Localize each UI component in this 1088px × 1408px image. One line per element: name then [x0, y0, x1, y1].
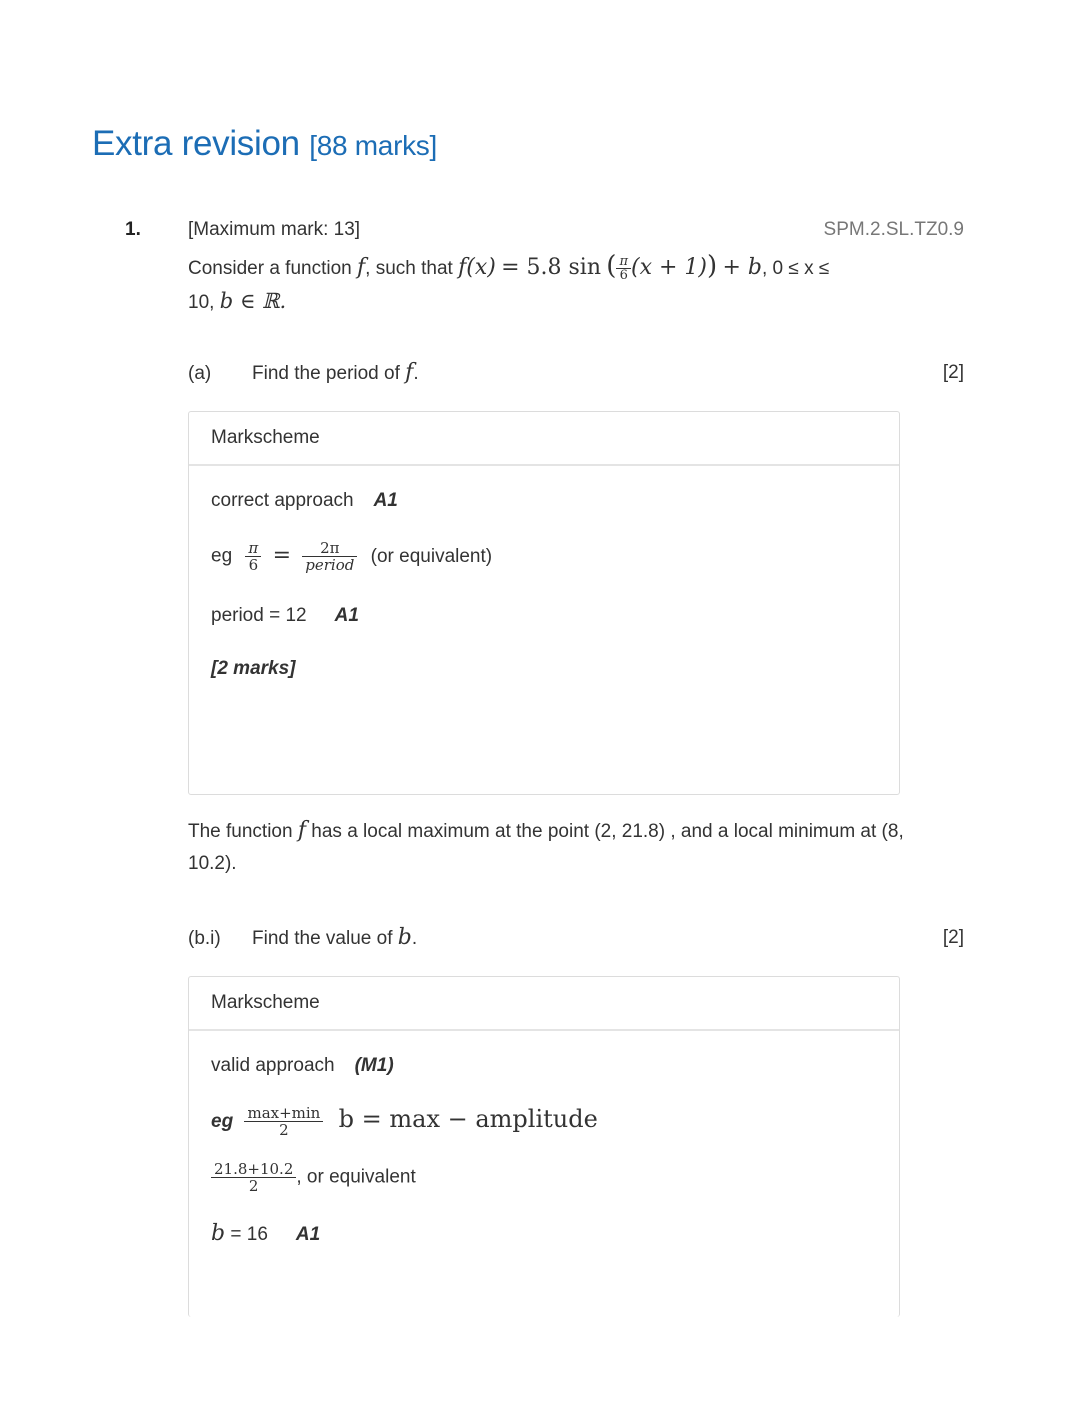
ms-a-line2: eg $\frac{\pi}{6}$ = $\frac{2\pi}{\text{period}}$ (or equivalent)	[211, 539, 493, 574]
ms-a-total: [2 marks]	[211, 658, 296, 679]
max-mark: [Maximum mark: 13]	[188, 219, 361, 240]
part-a-question: (a) Find the period of f.	[188, 360, 419, 385]
part-bi-question: (b.i) Find the value of b.	[188, 925, 418, 950]
ms-bi-line3: $\frac{21.8+10.2}{2}$ , or equivalent	[211, 1161, 416, 1194]
markscheme-a	[188, 411, 900, 795]
para-var-f: f	[297, 818, 307, 843]
ms-bi-line2: eg $\frac{\max+\min}{2}$ b = max − amplitude	[211, 1104, 598, 1140]
page-title	[92, 124, 437, 164]
title-marks: [88 marks]	[309, 130, 437, 161]
question-code: SPM.2.SL.TZ0.9	[823, 219, 964, 240]
info-paragraph: The function f has a local maximum at the point (2, 21.8) , and a local minimum at (8, 10.2).	[188, 818, 904, 874]
part-bi-text: Find the value of	[252, 928, 393, 949]
stem-fx: f(x)	[458, 255, 496, 280]
ms-bi-formula: b = max − amplitude	[338, 1105, 598, 1133]
title-text: Extra revision	[92, 124, 300, 163]
stem-plus-b: + b	[722, 255, 762, 280]
stem-eq: = 5.8 sin	[501, 255, 602, 280]
ms-bi-mark1: (M1)	[354, 1055, 394, 1076]
stem-text-2: , such that	[365, 258, 453, 279]
stem-var-f: f	[357, 255, 366, 280]
ms-a-mark1: A1	[373, 490, 398, 511]
question-number: 1.	[125, 219, 141, 240]
ms-a-line3: period = 12 A1	[211, 605, 359, 626]
ms-bi-line1: valid approach (M1)	[211, 1055, 394, 1076]
part-bi-marks: [2]	[942, 927, 964, 948]
stem-text: Consider a function	[188, 258, 352, 279]
stem-line2: 10,	[188, 292, 215, 313]
part-bi-var: b	[397, 925, 412, 950]
stem-arg: (x + 1)	[631, 255, 707, 280]
part-a-var: f	[405, 360, 414, 385]
ms-bi-mark-answer: A1	[295, 1224, 321, 1245]
markscheme-bi	[188, 976, 900, 1317]
part-a-text: Find the period of	[252, 363, 400, 384]
ms-bi-frac2: $\frac{21.8+10.2}{2}$	[211, 1161, 296, 1194]
question-stem: Consider a function f, such that f(x) = 5.8 sin ( $\frac{\pi}{6}$ (x + 1)) + b, 0 ≤ x ≤ 10, b ∈ ℝ.	[188, 251, 830, 313]
part-a-label: (a)	[188, 363, 212, 384]
ms-a-mark3: A1	[334, 605, 359, 626]
ms-a-frac2: $\frac{2\pi}{\text{period}}$	[302, 540, 357, 573]
part-a-marks: [2]	[942, 362, 964, 383]
stem-b-in-r: b ∈ ℝ.	[219, 289, 287, 313]
part-bi-label: (b.i)	[188, 928, 221, 949]
markscheme-a-heading: Markscheme	[189, 412, 899, 466]
stem-fraction: $\frac{\pi}{6}$	[616, 255, 631, 282]
ms-a-line1: correct approach A1	[211, 490, 398, 511]
ms-bi-answer: b = 16 A1	[211, 1221, 321, 1246]
ms-a-frac1: $\frac{\pi}{6}$	[245, 540, 261, 573]
markscheme-bi-heading: Markscheme	[189, 977, 899, 1031]
ms-bi-frac1: $\frac{\max+\min}{2}$	[244, 1105, 323, 1138]
stem-domain: , 0 ≤ x ≤	[761, 258, 830, 279]
